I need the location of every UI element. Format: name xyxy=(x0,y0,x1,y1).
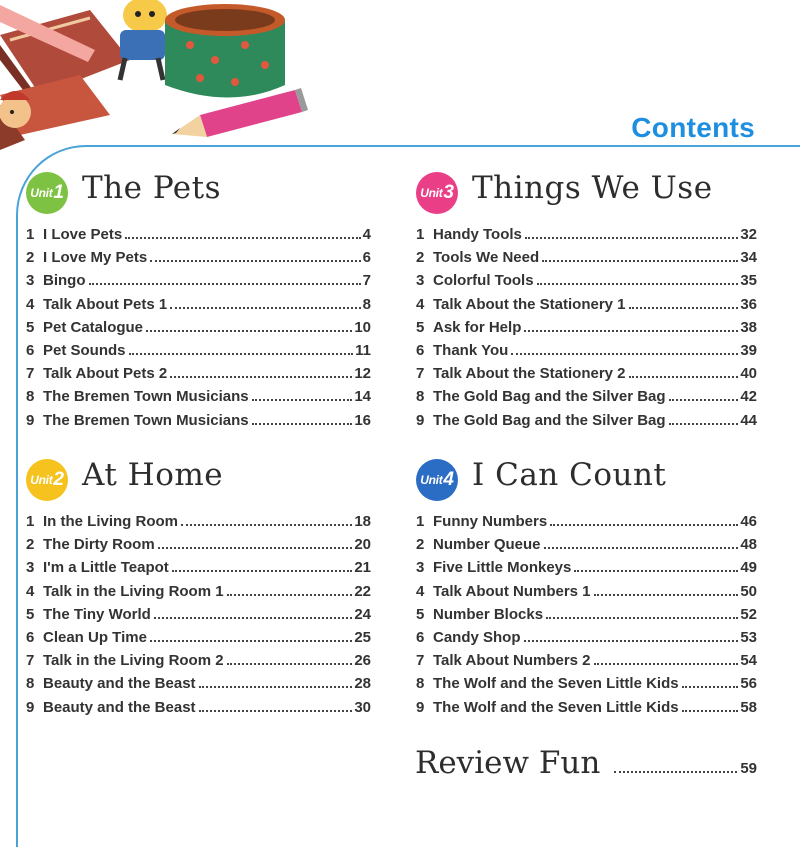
lesson-page: 7 xyxy=(362,272,371,290)
lesson-page: 44 xyxy=(740,411,757,429)
lesson-title: I Love Pets xyxy=(43,226,123,243)
lesson-item[interactable] xyxy=(26,272,371,295)
lesson-title: Number Queue xyxy=(433,536,541,554)
lesson-item[interactable] xyxy=(416,388,757,411)
lesson-page: 49 xyxy=(740,559,757,577)
lesson-page: 36 xyxy=(740,295,757,313)
unit-badge xyxy=(416,459,458,501)
lesson-item[interactable] xyxy=(26,583,371,606)
lesson-number: 6 xyxy=(26,628,35,646)
lesson-item[interactable] xyxy=(26,412,371,435)
lesson-title: Colorful Tools xyxy=(433,272,534,290)
leader-dots xyxy=(669,399,739,401)
lesson-page: 46 xyxy=(740,513,757,530)
lesson-number: 6 xyxy=(416,341,425,359)
lesson-page: 58 xyxy=(740,698,757,716)
books-icon xyxy=(0,10,130,150)
leader-dots xyxy=(172,570,353,572)
lesson-number: 3 xyxy=(416,272,425,290)
leader-dots xyxy=(158,547,353,549)
unit-badge-prefix: Unit xyxy=(420,186,443,200)
lesson-number: 1 xyxy=(26,226,35,243)
lesson-number: 2 xyxy=(416,536,425,554)
leader-dots xyxy=(669,423,739,425)
unit-header xyxy=(416,455,757,507)
lesson-title: The Dirty Room xyxy=(43,536,155,554)
lesson-page: 26 xyxy=(354,652,371,670)
lesson-page: 38 xyxy=(740,318,757,336)
lesson-list xyxy=(416,513,757,722)
lesson-item[interactable] xyxy=(416,559,757,582)
leader-dots xyxy=(170,307,360,309)
lesson-title: Talk About Pets 2 xyxy=(43,365,168,383)
lesson-item[interactable] xyxy=(26,319,371,342)
lesson-number: 1 xyxy=(416,226,425,243)
lesson-number: 2 xyxy=(26,536,35,554)
lesson-number: 4 xyxy=(26,582,35,600)
unit-4-section xyxy=(416,455,757,722)
lesson-item[interactable] xyxy=(26,606,371,629)
lesson-number: 6 xyxy=(26,341,35,359)
page-title: Contents xyxy=(631,112,755,143)
review-page: 59 xyxy=(740,760,757,777)
leader-dots xyxy=(682,710,739,712)
lesson-title: Talk in the Living Room 1 xyxy=(43,582,224,600)
lesson-page: 16 xyxy=(354,411,371,429)
lesson-number: 1 xyxy=(416,513,425,530)
lesson-item[interactable] xyxy=(416,365,757,388)
unit-badge-number: 3 xyxy=(443,182,454,203)
unit-badge-prefix: Unit xyxy=(30,186,53,200)
lesson-title: In the Living Room xyxy=(43,513,178,530)
lesson-number: 5 xyxy=(416,605,425,623)
unit-header xyxy=(26,455,371,507)
lesson-title: Funny Numbers xyxy=(433,513,548,530)
leader-dots xyxy=(614,771,737,773)
lesson-list xyxy=(26,513,371,722)
leader-dots xyxy=(150,260,360,262)
lesson-item[interactable] xyxy=(416,652,757,675)
lesson-page: 53 xyxy=(740,628,757,646)
lesson-title: I Love My Pets xyxy=(43,249,148,267)
leader-dots xyxy=(252,399,353,401)
lesson-number: 4 xyxy=(416,295,425,313)
leader-dots xyxy=(89,283,361,285)
leader-dots xyxy=(199,686,353,688)
lesson-number: 7 xyxy=(26,365,35,383)
lesson-title: Ask for Help xyxy=(433,318,522,336)
leader-dots xyxy=(550,524,738,526)
review-fun-entry[interactable] xyxy=(415,745,757,781)
leader-dots xyxy=(629,307,739,309)
leader-dots xyxy=(525,237,738,239)
leader-dots xyxy=(594,594,739,596)
lesson-title: The Wolf and the Seven Little Kids xyxy=(433,675,679,693)
lesson-item[interactable] xyxy=(416,699,757,722)
lesson-title: Beauty and the Beast xyxy=(43,675,196,693)
lesson-number: 9 xyxy=(26,698,35,716)
unit-badge-number: 2 xyxy=(53,469,64,490)
lesson-page: 6 xyxy=(362,249,371,267)
leader-dots xyxy=(574,570,738,572)
lesson-item[interactable] xyxy=(26,365,371,388)
review-title: Review Fun xyxy=(415,745,601,781)
lesson-item[interactable] xyxy=(26,296,371,319)
lesson-page: 28 xyxy=(354,675,371,693)
lesson-number: 9 xyxy=(416,411,425,429)
lesson-page: 25 xyxy=(354,628,371,646)
lesson-page: 10 xyxy=(354,318,371,336)
lesson-title: Talk About Numbers 1 xyxy=(433,582,591,600)
lesson-title: Bingo xyxy=(43,272,86,290)
lesson-number: 4 xyxy=(416,582,425,600)
lesson-title: Talk About Pets 1 xyxy=(43,295,168,313)
lesson-page: 42 xyxy=(740,388,757,406)
lesson-title: The Wolf and the Seven Little Kids xyxy=(433,698,679,716)
lesson-page: 48 xyxy=(740,536,757,554)
leader-dots xyxy=(544,547,739,549)
lesson-number: 3 xyxy=(26,559,35,577)
unit-badge xyxy=(26,172,68,214)
leader-dots xyxy=(154,617,353,619)
leader-dots xyxy=(537,283,739,285)
stationery-illustration-icon xyxy=(0,0,310,160)
lesson-number: 6 xyxy=(416,628,425,646)
lesson-number: 8 xyxy=(416,675,425,693)
lesson-item[interactable] xyxy=(26,559,371,582)
leader-dots xyxy=(170,376,352,378)
unit-title: Things We Use xyxy=(472,170,713,206)
lesson-title: The Bremen Town Musicians xyxy=(43,411,249,429)
unit-title: I Can Count xyxy=(472,457,667,493)
unit-badge-number: 4 xyxy=(443,469,454,490)
leader-dots xyxy=(199,710,353,712)
lesson-item[interactable] xyxy=(416,342,757,365)
unit-badge xyxy=(26,459,68,501)
lesson-number: 8 xyxy=(416,388,425,406)
unit-title: At Home xyxy=(82,457,224,493)
lesson-item[interactable] xyxy=(26,226,371,249)
leader-dots xyxy=(150,640,352,642)
lesson-number: 7 xyxy=(416,652,425,670)
lesson-title: Talk About the Stationery 1 xyxy=(433,295,626,313)
lesson-number: 2 xyxy=(416,249,425,267)
lesson-item[interactable] xyxy=(416,226,757,249)
lesson-title: Clean Up Time xyxy=(43,628,147,646)
lesson-page: 39 xyxy=(740,341,757,359)
corner-illustration xyxy=(0,0,310,160)
small-character-icon xyxy=(0,91,31,128)
lesson-page: 30 xyxy=(354,698,371,716)
lesson-number: 3 xyxy=(416,559,425,577)
lesson-number: 5 xyxy=(26,318,35,336)
unit-title: The Pets xyxy=(82,170,222,206)
lesson-page: 4 xyxy=(362,226,371,243)
pencil-cup-icon xyxy=(165,4,285,98)
lesson-page: 56 xyxy=(740,675,757,693)
leader-dots xyxy=(511,353,738,355)
lesson-title: Talk About the Stationery 2 xyxy=(433,365,626,383)
lesson-number: 4 xyxy=(26,295,35,313)
lesson-number: 9 xyxy=(26,411,35,429)
lesson-number: 5 xyxy=(26,605,35,623)
lesson-title: Handy Tools xyxy=(433,226,522,243)
unit-3-section xyxy=(416,168,757,435)
lesson-title: Pet Catalogue xyxy=(43,318,144,336)
leader-dots xyxy=(227,663,353,665)
lesson-title: Pet Sounds xyxy=(43,341,126,359)
lesson-item[interactable] xyxy=(416,536,757,559)
lesson-page: 54 xyxy=(740,652,757,670)
lesson-page: 52 xyxy=(740,605,757,623)
lesson-page: 20 xyxy=(354,536,371,554)
lesson-item[interactable] xyxy=(416,606,757,629)
lesson-title: Talk in the Living Room 2 xyxy=(43,652,224,670)
lesson-list xyxy=(26,226,371,435)
unit-1-section xyxy=(26,168,371,435)
lesson-title: Beauty and the Beast xyxy=(43,698,196,716)
leader-dots xyxy=(227,594,353,596)
lesson-item[interactable] xyxy=(416,583,757,606)
leader-dots xyxy=(252,423,353,425)
lesson-title: Thank You xyxy=(433,341,509,359)
leader-dots xyxy=(129,353,354,355)
lesson-page: 18 xyxy=(354,513,371,530)
character-icon xyxy=(120,0,167,80)
lesson-item[interactable] xyxy=(416,629,757,652)
leader-dots xyxy=(629,376,739,378)
lesson-title: Candy Shop xyxy=(433,628,521,646)
lesson-page: 24 xyxy=(354,605,371,623)
leader-dots xyxy=(682,686,739,688)
lesson-page: 40 xyxy=(740,365,757,383)
lesson-list xyxy=(416,226,757,435)
lesson-title: Number Blocks xyxy=(433,605,544,623)
leader-dots xyxy=(181,524,352,526)
lesson-number: 7 xyxy=(26,652,35,670)
lesson-item[interactable] xyxy=(416,319,757,342)
lesson-number: 8 xyxy=(26,388,35,406)
lesson-number: 3 xyxy=(26,272,35,290)
unit-badge-prefix: Unit xyxy=(30,473,53,487)
unit-header xyxy=(26,168,371,220)
lesson-item[interactable] xyxy=(26,536,371,559)
lesson-item[interactable] xyxy=(416,675,757,698)
lesson-title: I'm a Little Teapot xyxy=(43,559,169,577)
lesson-title: The Tiny World xyxy=(43,605,151,623)
leader-dots xyxy=(542,260,738,262)
lesson-number: 9 xyxy=(416,698,425,716)
lesson-title: Talk About Numbers 2 xyxy=(433,652,591,670)
leader-dots xyxy=(524,330,738,332)
leader-dots xyxy=(146,330,352,332)
lesson-page: 35 xyxy=(740,272,757,290)
leader-dots xyxy=(546,617,738,619)
lesson-number: 1 xyxy=(26,513,35,530)
lesson-number: 7 xyxy=(416,365,425,383)
lesson-number: 2 xyxy=(26,249,35,267)
lesson-item[interactable] xyxy=(26,699,371,722)
lesson-item[interactable] xyxy=(26,388,371,411)
lesson-page: 32 xyxy=(740,226,757,243)
lesson-item[interactable] xyxy=(416,513,757,536)
lesson-item[interactable] xyxy=(416,272,757,295)
lesson-item[interactable] xyxy=(26,513,371,536)
lesson-item[interactable] xyxy=(26,629,371,652)
lesson-page: 8 xyxy=(362,295,371,313)
lesson-item[interactable] xyxy=(26,675,371,698)
unit-badge-prefix: Unit xyxy=(420,473,443,487)
unit-badge xyxy=(416,172,458,214)
unit-2-section xyxy=(26,455,371,722)
lesson-item[interactable] xyxy=(416,249,757,272)
lesson-title: Tools We Need xyxy=(433,249,540,267)
lesson-page: 12 xyxy=(354,365,371,383)
lesson-item[interactable] xyxy=(26,342,371,365)
lesson-page: 34 xyxy=(740,249,757,267)
lesson-item[interactable] xyxy=(416,296,757,319)
unit-header xyxy=(416,168,757,220)
lesson-item[interactable] xyxy=(416,412,757,435)
lesson-item[interactable] xyxy=(26,249,371,272)
unit-badge-number: 1 xyxy=(53,182,64,203)
leader-dots xyxy=(125,237,360,239)
lesson-title: Five Little Monkeys xyxy=(433,559,572,577)
lesson-title: The Gold Bag and the Silver Bag xyxy=(433,411,666,429)
lesson-page: 21 xyxy=(354,559,371,577)
lesson-item[interactable] xyxy=(26,652,371,675)
lesson-number: 8 xyxy=(26,675,35,693)
lesson-number: 5 xyxy=(416,318,425,336)
lesson-title: The Bremen Town Musicians xyxy=(43,388,249,406)
lesson-title: The Gold Bag and the Silver Bag xyxy=(433,388,666,406)
lesson-page: 50 xyxy=(740,582,757,600)
lesson-page: 11 xyxy=(355,341,371,359)
lesson-page: 22 xyxy=(354,582,371,600)
lesson-page: 14 xyxy=(354,388,371,406)
leader-dots xyxy=(524,640,739,642)
leader-dots xyxy=(594,663,739,665)
